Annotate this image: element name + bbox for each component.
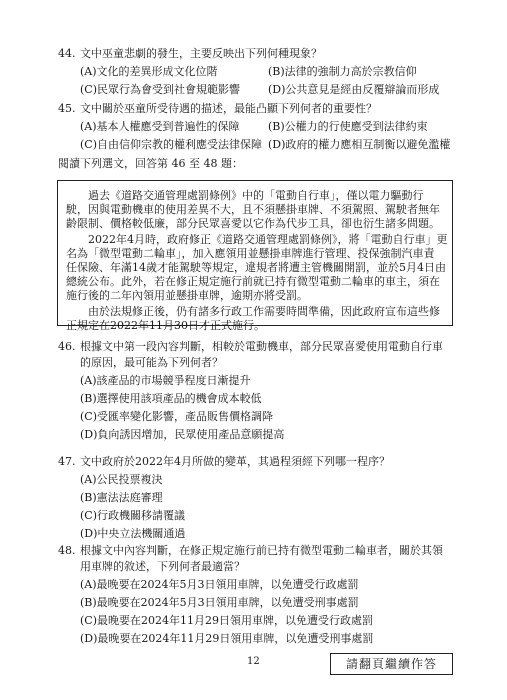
question-text: 文中巫童悲劇的發生，主要反映出下列何種現象？ — [80, 47, 322, 60]
q45-option-b: (B)公權力的行使應受到法律約束 — [268, 120, 428, 133]
question-47-stem — [58, 456, 458, 467]
passage-line: 正規定在2022年11月30日才正式施行。 — [66, 319, 265, 332]
page-number: 12 — [247, 656, 260, 667]
q44-option-a: (A)文化的差異形成文化位階 — [80, 65, 218, 78]
question-text: 根據文中內容判斷，在修正規定施行前已持有微型電動二輪車者，關於其領 — [80, 544, 443, 557]
passage-line: 駛，因與電動機車的使用差異不大，且不須懸掛車牌、不須駕照、駕駛者無年 — [66, 203, 440, 216]
question-46-stem-cont: 的原因，最可能為下列何者？ — [80, 356, 223, 369]
passage-line: 名為「微型電動二輪車」，加入應領用並懸掛車牌進行管理、投保強制汽車責 — [66, 247, 435, 260]
question-text: 文中關於巫童所受待遇的描述，最能凸顯下列何者的重要性？ — [80, 102, 377, 115]
q48-option-d: (D)最晚要在2024年11月29日領用車牌，以免遭受刑事處罰 — [80, 632, 374, 645]
q47-option-d: (D)中央立法機關通過 — [80, 527, 186, 540]
q48-option-c: (C)最晚要在2024年11月29日領用車牌，以免遭受行政處罰 — [80, 614, 373, 627]
question-number: 48. — [58, 544, 76, 557]
question-text: 根據文中第一段內容判斷，相較於電動機車，部分民眾喜愛使用電動自行車 — [80, 340, 443, 353]
q46-option-d: (D)負向誘因增加，民眾使用產品意願提高 — [80, 428, 285, 441]
q44-option-d: (D)公共意見是經由反覆辯論而形成 — [268, 83, 440, 96]
passage-line: 施行後的二年內領用並懸掛車牌，逾期亦將受罰。 — [66, 289, 308, 302]
question-48-stem-cont: 用車牌的敘述，下列何者最適當？ — [80, 560, 245, 573]
question-48-stem — [58, 545, 458, 556]
q47-option-a: (A)公民投票複決 — [80, 473, 163, 486]
q44-option-b: (B)法律的強制力高於宗教信仰 — [268, 65, 417, 78]
passage-line: 任保險、年滿14歲才能駕駛等規定，違規者將遭主管機關開罰，並於5月4日由 — [66, 261, 446, 274]
reading-passage-box — [57, 180, 453, 332]
q45-option-a: (A)基本人權應受到普遍性的保障 — [80, 120, 240, 133]
q44-option-c: (C)民眾行為會受到社會規範影響 — [80, 83, 240, 96]
q46-option-b: (B)選擇使用該項產品的機會成本較低 — [80, 392, 262, 405]
q47-option-c: (C)行政機關移請覆議 — [80, 509, 185, 522]
q46-option-c: (C)受匯率變化影響，產品販售價格調降 — [80, 410, 273, 423]
question-number: 47. — [58, 455, 76, 468]
question-46-stem — [58, 341, 458, 352]
passage-line: 由於法規修正後，仍有諸多行政工作需要時間準備，因此政府宣布這些修 — [88, 305, 440, 318]
passage-line: 過去《道路交通管理處罰條例》中的「電動自行車」，僅以電力驅動行 — [88, 189, 424, 202]
q48-option-a: (A)最晚要在2024年5月3日領用車牌，以免遭受行政處罰 — [80, 578, 359, 591]
passage-line: 總統公布。此外，若在修正規定施行前就已持有微型電動二輪車的車主，須在 — [66, 275, 440, 288]
q48-option-b: (B)最晚要在2024年5月3日領用車牌，以免遭受刑事處罰 — [80, 596, 359, 609]
question-number: 44. — [58, 47, 76, 60]
question-44-stem — [58, 48, 458, 59]
q45-option-c: (C)自由信仰宗教的權利應受法律保障 — [80, 138, 262, 151]
q47-option-b: (B)憲法法庭審理 — [80, 491, 163, 504]
question-number: 46. — [58, 340, 76, 353]
passage-line: 齡限制、價格較低廉，部分民眾喜愛以它作為代步工具，卻也衍生諸多問題。 — [66, 217, 440, 230]
continue-notice: 請翻頁繼續作答 — [330, 653, 453, 675]
q46-option-a: (A)該產品的市場競爭程度日漸提升 — [80, 374, 251, 387]
question-45-stem — [58, 103, 458, 114]
q45-option-d: (D)政府的權力應相互制衡以避免濫權 — [268, 138, 451, 151]
question-text: 文中政府於2022年4月所做的變革，其過程須經下列哪一程序？ — [80, 455, 390, 468]
passage-line: 2022年4月時，政府修正《道路交通管理處罰條例》，將「電動自行車」更 — [88, 233, 448, 246]
reading-intro: 閱讀下列選文，回答第 46 至 48 題： — [58, 157, 243, 170]
question-number: 45. — [58, 102, 76, 115]
